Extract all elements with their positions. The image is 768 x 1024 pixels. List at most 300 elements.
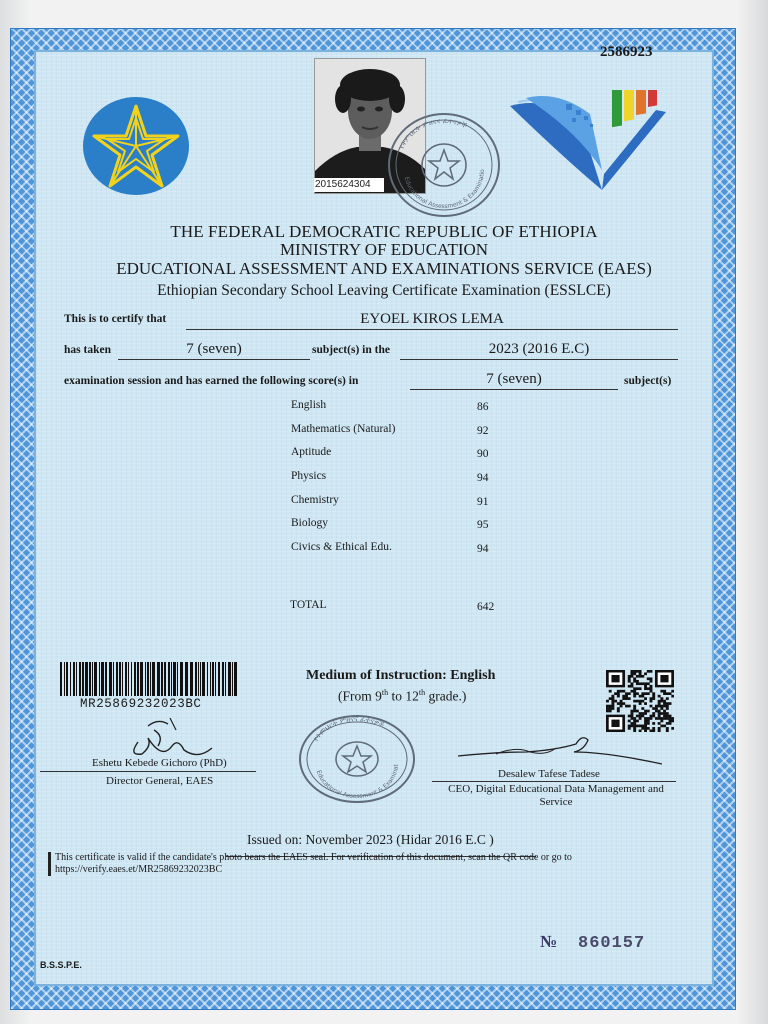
qr-module bbox=[660, 720, 663, 723]
ceo-signature-line bbox=[432, 781, 676, 782]
qr-module bbox=[660, 697, 663, 700]
score-row-value: 91 bbox=[477, 496, 489, 508]
barcode-bar bbox=[125, 662, 127, 696]
barcode-bar bbox=[225, 662, 226, 696]
qr-module bbox=[639, 695, 642, 698]
qr-module bbox=[630, 717, 633, 720]
qr-module bbox=[650, 705, 653, 708]
qr-module bbox=[614, 700, 617, 703]
qr-module bbox=[628, 675, 631, 678]
qr-module bbox=[639, 712, 642, 715]
barcode-bar bbox=[228, 662, 231, 696]
barcode-bar bbox=[177, 662, 178, 696]
qr-module bbox=[660, 705, 663, 708]
qr-module bbox=[652, 697, 655, 700]
qr-module bbox=[644, 685, 647, 688]
score-row-value: 94 bbox=[477, 543, 489, 555]
qr-module bbox=[617, 702, 620, 705]
qr-module bbox=[641, 700, 644, 703]
barcode-bar bbox=[79, 662, 81, 696]
qr-module bbox=[671, 717, 674, 720]
qr-module bbox=[620, 702, 623, 705]
qr-module bbox=[669, 717, 672, 720]
barcode-bar bbox=[161, 662, 163, 696]
barcode-bar bbox=[168, 662, 170, 696]
qr-module bbox=[639, 687, 642, 690]
score-row-value: 95 bbox=[477, 519, 489, 531]
qr-module bbox=[652, 692, 655, 695]
qr-module bbox=[647, 717, 650, 720]
qr-module bbox=[655, 710, 658, 713]
qr-module bbox=[644, 712, 647, 715]
barcode-bar bbox=[128, 662, 129, 696]
eaes-logo-icon bbox=[506, 90, 672, 196]
header-esslce: Ethiopian Secondary School Leaving Certificate Examination (ESSLCE) bbox=[157, 282, 611, 299]
qr-module bbox=[636, 720, 639, 723]
qr-module bbox=[633, 717, 636, 720]
barcode-bar bbox=[171, 662, 172, 696]
qr-module bbox=[663, 690, 666, 693]
score-row-subject: Mathematics (Natural) bbox=[291, 423, 396, 435]
qr-module bbox=[658, 712, 661, 715]
qr-module bbox=[647, 687, 650, 690]
qr-module bbox=[611, 707, 614, 710]
qr-module bbox=[647, 682, 650, 685]
qr-module bbox=[617, 692, 620, 695]
qr-module bbox=[663, 717, 666, 720]
serial-number-top: 2586923 bbox=[600, 44, 653, 60]
score-row-subject: Civics & Ethical Edu. bbox=[291, 541, 392, 553]
qr-module bbox=[636, 700, 639, 703]
score-row-subject: Chemistry bbox=[291, 494, 339, 506]
qr-module bbox=[641, 692, 644, 695]
qr-module bbox=[641, 695, 644, 698]
qr-module bbox=[633, 695, 636, 698]
score-row-subject: Biology bbox=[291, 517, 329, 529]
subjects-taken-value: 7 (seven) bbox=[118, 341, 310, 360]
label-certify: This is to certify that bbox=[64, 313, 167, 325]
qr-module bbox=[622, 702, 625, 705]
score-row-subject: Aptitude bbox=[291, 446, 332, 458]
qr-module bbox=[636, 680, 639, 683]
qr-module bbox=[630, 715, 633, 718]
qr-module bbox=[647, 710, 650, 713]
qr-module bbox=[650, 715, 653, 718]
qr-module bbox=[633, 710, 636, 713]
qr-module bbox=[625, 705, 628, 708]
qr-module bbox=[660, 707, 663, 710]
barcode-bar bbox=[131, 662, 132, 696]
qr-module bbox=[617, 710, 620, 713]
qr-module bbox=[655, 707, 658, 710]
qr-module bbox=[669, 720, 672, 723]
qr-module bbox=[622, 697, 625, 700]
printer-mark: B.S.S.P.E. bbox=[40, 960, 82, 970]
barcode-bar bbox=[113, 662, 114, 696]
qr-module bbox=[620, 690, 623, 693]
qr-module bbox=[650, 697, 653, 700]
barcode-bar bbox=[73, 662, 75, 696]
qr-module bbox=[658, 710, 661, 713]
qr-module bbox=[633, 690, 636, 693]
header-eaes: EDUCATIONAL ASSESSMENT AND EXAMINATIONS SERVICE (EAES) bbox=[116, 259, 652, 278]
qr-module bbox=[609, 707, 612, 710]
qr-module bbox=[628, 685, 631, 688]
qr-module bbox=[611, 700, 614, 703]
qr-module bbox=[639, 702, 642, 705]
qr-module bbox=[663, 710, 666, 713]
qr-module bbox=[666, 722, 669, 725]
qr-module bbox=[652, 715, 655, 718]
photo-id-label: 2015624304 bbox=[314, 178, 384, 192]
barcode-bar bbox=[152, 662, 155, 696]
barcode-bar bbox=[180, 662, 183, 696]
header-republic: THE FEDERAL DEMOCRATIC REPUBLIC OF ETHIOPIA bbox=[170, 222, 598, 241]
qr-module bbox=[650, 680, 653, 683]
qr-module bbox=[633, 725, 636, 728]
qr-module bbox=[671, 690, 674, 693]
qr-module bbox=[628, 697, 631, 700]
qr-module bbox=[644, 702, 647, 705]
qr-module bbox=[644, 682, 647, 685]
qr-module bbox=[617, 707, 620, 710]
qr-module bbox=[611, 702, 614, 705]
barcode-bar bbox=[85, 662, 88, 696]
barcode-bar bbox=[137, 662, 139, 696]
qr-module bbox=[636, 687, 639, 690]
barcode-bar bbox=[122, 662, 123, 696]
qr-module bbox=[669, 722, 672, 725]
qr-module bbox=[628, 715, 631, 718]
label-subjects: subject(s) bbox=[624, 375, 672, 387]
qr-module bbox=[671, 695, 674, 698]
qr-module bbox=[630, 690, 633, 693]
qr-module bbox=[625, 695, 628, 698]
qr-module bbox=[639, 700, 642, 703]
barcode-icon bbox=[60, 662, 240, 696]
qr-module bbox=[625, 692, 628, 695]
ceo-title: CEO, Digital Educational Data Management and Service bbox=[448, 783, 664, 808]
qr-module bbox=[655, 705, 658, 708]
barcode-text: MR25869232023BC bbox=[80, 697, 202, 711]
barcode-bar bbox=[232, 662, 233, 696]
qr-module bbox=[663, 705, 666, 708]
qr-module bbox=[628, 692, 631, 695]
qr-module bbox=[617, 690, 620, 693]
qr-module bbox=[658, 717, 661, 720]
qr-module bbox=[666, 705, 669, 708]
qr-module bbox=[666, 727, 669, 730]
barcode-bar bbox=[190, 662, 193, 696]
barcode-bar bbox=[164, 662, 166, 696]
qr-module bbox=[639, 725, 642, 728]
qr-module bbox=[636, 675, 639, 678]
qr-module bbox=[669, 715, 672, 718]
qr-module bbox=[633, 692, 636, 695]
barcode-bar bbox=[147, 662, 149, 696]
qr-module bbox=[609, 710, 612, 713]
seal-bottom-english-text: Educational Assessment & Examinat bbox=[314, 764, 401, 801]
score-row-subject: Physics bbox=[291, 470, 327, 482]
qr-module bbox=[666, 717, 669, 720]
barcode-bar bbox=[105, 662, 107, 696]
qr-module bbox=[633, 720, 636, 723]
qr-module bbox=[650, 700, 653, 703]
qr-finder bbox=[611, 720, 619, 727]
qr-module bbox=[644, 710, 647, 713]
qr-module bbox=[641, 712, 644, 715]
barcode-bar bbox=[207, 662, 208, 696]
qr-module bbox=[658, 715, 661, 718]
qr-module bbox=[606, 700, 609, 703]
barcode-bar bbox=[218, 662, 220, 696]
qr-module bbox=[633, 705, 636, 708]
qr-module bbox=[628, 680, 631, 683]
barcode-bar bbox=[76, 662, 77, 696]
qr-module bbox=[660, 717, 663, 720]
barcode-bar bbox=[222, 662, 224, 696]
qr-module bbox=[644, 717, 647, 720]
barcode-bar bbox=[140, 662, 143, 696]
qr-module bbox=[606, 705, 609, 708]
qr-module bbox=[630, 672, 633, 675]
director-name: Eshetu Kebede Gichoro (PhD) bbox=[92, 757, 227, 769]
eaes-seal-stamp-icon bbox=[386, 112, 502, 218]
qr-module bbox=[639, 717, 642, 720]
qr-module bbox=[658, 705, 661, 708]
qr-module bbox=[633, 722, 636, 725]
qr-module bbox=[666, 730, 669, 732]
qr-module bbox=[644, 692, 647, 695]
qr-module bbox=[641, 725, 644, 728]
qr-module bbox=[639, 670, 642, 673]
qr-module bbox=[636, 670, 639, 673]
issued-date: Issued on: November 2023 (Hidar 2016 E.C ) bbox=[247, 832, 494, 847]
qr-module bbox=[620, 700, 623, 703]
qr-module bbox=[614, 692, 617, 695]
eaes-seal-bottom-stamp-icon bbox=[298, 714, 416, 804]
qr-module bbox=[666, 712, 669, 715]
qr-module bbox=[636, 715, 639, 718]
barcode-bar bbox=[70, 662, 71, 696]
barcode-bar bbox=[89, 662, 91, 696]
qr-module bbox=[636, 725, 639, 728]
label-has-taken: has taken bbox=[64, 344, 111, 356]
barcode-bar bbox=[195, 662, 197, 696]
barcode-bar bbox=[134, 662, 136, 696]
qr-module bbox=[625, 697, 628, 700]
qr-module bbox=[630, 710, 633, 713]
barcode-bar bbox=[60, 662, 62, 696]
qr-module bbox=[639, 675, 642, 678]
qr-module bbox=[660, 690, 663, 693]
qr-module bbox=[620, 705, 623, 708]
qr-module bbox=[650, 687, 653, 690]
qr-module bbox=[663, 712, 666, 715]
qr-module bbox=[655, 717, 658, 720]
qr-module bbox=[660, 725, 663, 728]
qr-module bbox=[630, 725, 633, 728]
grade-range: (From 9th to 12th grade.) bbox=[338, 688, 467, 704]
label-subjects-in-the: subject(s) in the bbox=[312, 344, 390, 356]
qr-module bbox=[609, 697, 612, 700]
score-row-subject: English bbox=[291, 399, 327, 411]
label-session: examination session and has earned the following score(s) in bbox=[64, 375, 359, 387]
qr-module bbox=[647, 720, 650, 723]
score-row-value: 90 bbox=[477, 448, 489, 460]
seal-amharic-text: የትምህርት ምዘናና ፈተናዎች bbox=[397, 116, 469, 151]
qr-module bbox=[666, 707, 669, 710]
barcode-bar bbox=[99, 662, 100, 696]
barcode-bar bbox=[185, 662, 188, 696]
qr-module bbox=[609, 705, 612, 708]
qr-module bbox=[630, 685, 633, 688]
qr-module bbox=[630, 722, 633, 725]
qr-module bbox=[652, 695, 655, 698]
qr-module bbox=[630, 670, 633, 673]
qr-module bbox=[628, 677, 631, 680]
qr-module bbox=[647, 692, 650, 695]
qr-module bbox=[633, 672, 636, 675]
barcode-bar bbox=[101, 662, 104, 696]
qr-module bbox=[628, 725, 631, 728]
qr-module bbox=[647, 670, 650, 673]
ethiopia-emblem-icon bbox=[82, 96, 190, 196]
qr-module bbox=[636, 710, 639, 713]
qr-module bbox=[644, 725, 647, 728]
director-title: Director General, EAES bbox=[106, 775, 214, 787]
qr-module bbox=[609, 690, 612, 693]
qr-module bbox=[658, 695, 661, 698]
qr-module bbox=[611, 695, 614, 698]
barcode-bar bbox=[150, 662, 151, 696]
qr-module bbox=[652, 722, 655, 725]
verification-qr-code-icon[interactable] bbox=[606, 670, 674, 732]
qr-module bbox=[628, 720, 631, 723]
qr-finder bbox=[660, 675, 668, 682]
subjects-scored-value: 7 (seven) bbox=[410, 371, 618, 390]
qr-module bbox=[671, 720, 674, 723]
medium-of-instruction: Medium of Instruction: English bbox=[306, 668, 496, 683]
barcode-bar bbox=[173, 662, 176, 696]
qr-module bbox=[652, 712, 655, 715]
qr-module bbox=[658, 700, 661, 703]
qr-module bbox=[630, 675, 633, 678]
qr-module bbox=[641, 707, 644, 710]
qr-module bbox=[666, 692, 669, 695]
qr-module bbox=[660, 712, 663, 715]
barcode-bar bbox=[119, 662, 121, 696]
number-sign: № bbox=[540, 932, 558, 951]
qr-module bbox=[663, 700, 666, 703]
qr-module bbox=[633, 687, 636, 690]
barcode-bar bbox=[92, 662, 93, 696]
qr-module bbox=[644, 687, 647, 690]
qr-module bbox=[658, 702, 661, 705]
ceo-name: Desalew Tafese Tadese bbox=[498, 768, 600, 780]
barcode-bar bbox=[212, 662, 214, 696]
qr-module bbox=[606, 707, 609, 710]
barcode-bar bbox=[66, 662, 68, 696]
qr-module bbox=[617, 695, 620, 698]
qr-module bbox=[633, 677, 636, 680]
header-ministry: MINISTRY OF EDUCATION bbox=[279, 240, 489, 259]
qr-module bbox=[663, 715, 666, 718]
qr-module bbox=[644, 697, 647, 700]
barcode-bar bbox=[94, 662, 97, 696]
qr-module bbox=[611, 705, 614, 708]
qr-module bbox=[641, 682, 644, 685]
qr-module bbox=[630, 712, 633, 715]
qr-module bbox=[606, 710, 609, 713]
verification-note: This certificate is valid if the candidate's photo bears the EAES seal. For verification of this document, scan the QR code or go to https://verify.eaes.et/MR25869232023BC bbox=[48, 852, 655, 876]
qr-module bbox=[639, 682, 642, 685]
qr-module bbox=[622, 690, 625, 693]
qr-module bbox=[658, 722, 661, 725]
exam-year-value: 2023 (2016 E.C) bbox=[400, 341, 678, 360]
qr-module bbox=[666, 697, 669, 700]
barcode-bar bbox=[145, 662, 146, 696]
qr-module bbox=[647, 677, 650, 680]
barcode-bar bbox=[157, 662, 160, 696]
qr-module bbox=[652, 707, 655, 710]
barcode-bar bbox=[202, 662, 205, 696]
qr-module bbox=[644, 672, 647, 675]
total-label: TOTAL bbox=[290, 599, 327, 611]
signature-director-icon bbox=[118, 716, 214, 760]
qr-module bbox=[660, 700, 663, 703]
seal-english-text: Educational Assessment & Examinatio bbox=[402, 169, 487, 211]
qr-module bbox=[633, 700, 636, 703]
qr-module bbox=[650, 690, 653, 693]
svg-text:የትምህርት ምዘናና ፈተናዎች bbox=[398, 117, 468, 150]
barcode-bar bbox=[234, 662, 237, 696]
qr-module bbox=[641, 715, 644, 718]
barcode-bar bbox=[198, 662, 199, 696]
qr-module bbox=[633, 670, 636, 673]
barcode-bar bbox=[116, 662, 118, 696]
qr-module bbox=[647, 722, 650, 725]
score-row-value: 94 bbox=[477, 472, 489, 484]
barcode-bar bbox=[215, 662, 216, 696]
qr-module bbox=[630, 682, 633, 685]
qr-module bbox=[663, 725, 666, 728]
qr-module bbox=[669, 692, 672, 695]
total-value: 642 bbox=[477, 601, 495, 613]
qr-module bbox=[644, 720, 647, 723]
qr-module bbox=[633, 707, 636, 710]
seal-bottom-amharic-text: የትምህርት ምዘናና ፈተናዎች bbox=[311, 714, 386, 743]
barcode-bar bbox=[82, 662, 84, 696]
qr-module bbox=[666, 702, 669, 705]
barcode-bar bbox=[109, 662, 112, 696]
qr-module bbox=[666, 715, 669, 718]
qr-module bbox=[644, 722, 647, 725]
svg-text:የትምህርት ምዘናና ፈተናዎች bbox=[312, 715, 385, 743]
qr-module bbox=[636, 692, 639, 695]
barcode-bar bbox=[200, 662, 201, 696]
qr-finder bbox=[611, 675, 619, 682]
qr-module bbox=[628, 705, 631, 708]
qr-module bbox=[669, 702, 672, 705]
qr-module bbox=[650, 717, 653, 720]
qr-module bbox=[650, 685, 653, 688]
qr-module bbox=[641, 675, 644, 678]
qr-module bbox=[622, 695, 625, 698]
qr-module bbox=[611, 697, 614, 700]
barcode-bar bbox=[64, 662, 65, 696]
qr-module bbox=[663, 702, 666, 705]
